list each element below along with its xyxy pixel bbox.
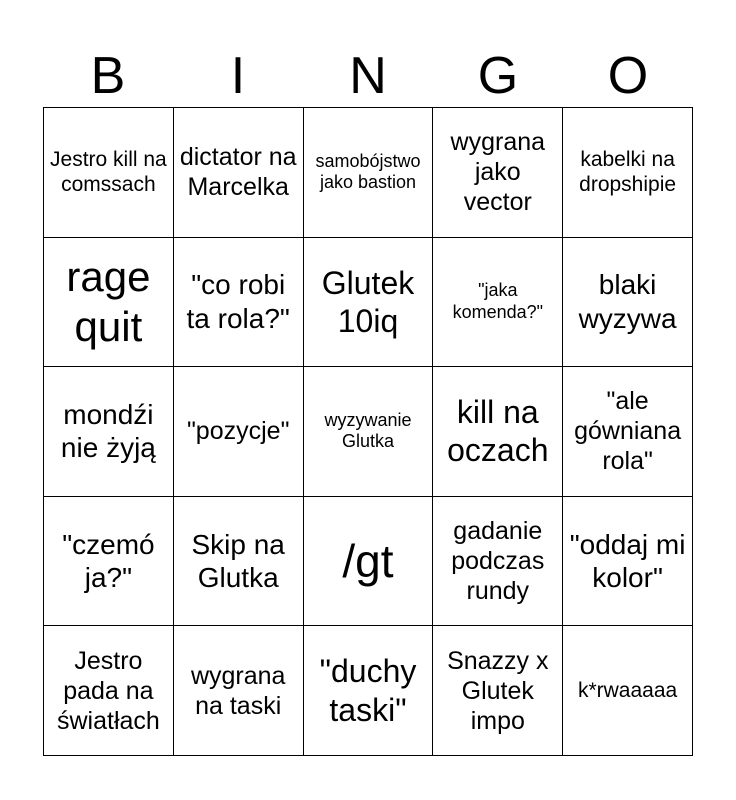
cell-text: wyzywanie Glutka <box>324 409 412 452</box>
bingo-cell[interactable] <box>174 497 304 627</box>
bingo-cell[interactable] <box>304 367 434 497</box>
cell-text: samobójstwo jako bastion <box>315 150 421 193</box>
cell-text: dictator na Marcelka <box>179 143 297 202</box>
bingo-cell[interactable] <box>304 497 434 627</box>
bingo-cell[interactable] <box>304 626 434 756</box>
cell-text: kill na oczach <box>447 394 549 469</box>
cell-text: gadanie podczas rundy <box>451 517 545 606</box>
cell-text: Jestro kill na comssach <box>50 148 167 197</box>
cell-text: /gt <box>342 534 394 587</box>
cell-text: "ale gówniana rola" <box>574 387 682 476</box>
bingo-grid <box>43 107 693 756</box>
header-letter-n: N <box>349 47 387 105</box>
bingo-cell[interactable] <box>44 108 174 238</box>
bingo-cell[interactable] <box>174 626 304 756</box>
cell-text: kabelki na dropshipie <box>579 148 677 197</box>
bingo-cell[interactable] <box>174 367 304 497</box>
bingo-cell[interactable] <box>433 238 563 368</box>
cell-text: "duchy taski" <box>319 653 417 728</box>
cell-text: Glutek 10iq <box>321 264 415 339</box>
header-letter-b: B <box>90 47 126 105</box>
bingo-cell[interactable] <box>44 497 174 627</box>
bingo-cell[interactable] <box>433 367 563 497</box>
bingo-cell[interactable] <box>44 626 174 756</box>
cell-text: blaki wyzywa <box>578 269 677 334</box>
header-letter-g: G <box>477 47 519 105</box>
bingo-header <box>43 45 693 107</box>
bingo-cell[interactable] <box>433 626 563 756</box>
bingo-cell[interactable] <box>563 367 693 497</box>
cell-text: wygrana jako vector <box>450 128 546 217</box>
cell-text: "pozycje" <box>186 417 290 446</box>
bingo-cell[interactable] <box>433 108 563 238</box>
bingo-cell[interactable] <box>563 238 693 368</box>
cell-text: Snazzy x Glutek impo <box>447 646 549 735</box>
bingo-cell[interactable] <box>44 367 174 497</box>
cell-text: Jestro pada na światłach <box>56 646 160 735</box>
cell-text: Skip na Glutka <box>191 528 285 594</box>
bingo-cell[interactable] <box>563 497 693 627</box>
cell-text: "jaka komenda?" <box>452 280 544 322</box>
cell-text: mondźi nie żyją <box>60 398 156 464</box>
header-letter-i: I <box>230 47 246 105</box>
cell-text: wygrana na taski <box>190 661 286 720</box>
cell-text: rage quit <box>66 252 151 350</box>
bingo-cell[interactable] <box>174 238 304 368</box>
bingo-cell[interactable] <box>433 497 563 627</box>
bingo-cell[interactable] <box>563 108 693 238</box>
cell-text: "oddaj mi kolor" <box>569 528 686 594</box>
cell-text: "co robi ta rola?" <box>186 269 290 334</box>
bingo-cell[interactable] <box>304 108 434 238</box>
cell-text: "czemó ja?" <box>62 528 155 594</box>
header-letter-o: O <box>607 47 649 105</box>
cell-text: k*rwaaaaa <box>577 679 678 703</box>
bingo-cell[interactable] <box>304 238 434 368</box>
bingo-cell[interactable] <box>563 626 693 756</box>
bingo-cell[interactable] <box>44 238 174 368</box>
bingo-cell[interactable] <box>174 108 304 238</box>
